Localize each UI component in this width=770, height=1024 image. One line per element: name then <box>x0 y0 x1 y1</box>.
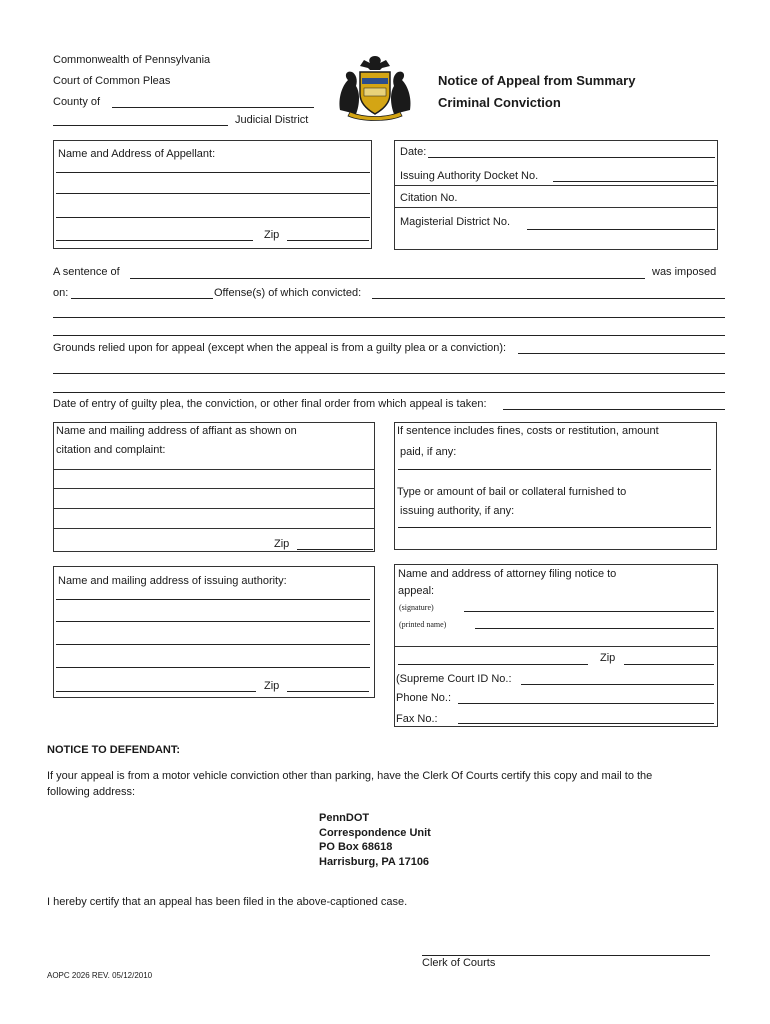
docket-label: Issuing Authority Docket No. <box>400 170 539 182</box>
grounds-line-3[interactable] <box>53 392 725 393</box>
commonwealth-label: Commonwealth of Pennsylvania <box>53 54 211 66</box>
divider <box>394 185 718 186</box>
court-label: Court of Common Pleas <box>53 75 171 87</box>
phone-field[interactable] <box>458 703 714 704</box>
notice-text-line2: following address: <box>47 786 136 798</box>
fines-field[interactable] <box>398 469 711 470</box>
appellant-line-2[interactable] <box>56 193 370 194</box>
appellant-line-3[interactable] <box>56 217 370 218</box>
printed-name-field[interactable] <box>475 628 714 629</box>
pennsylvania-coat-of-arms-icon <box>334 52 416 124</box>
grounds-label: Grounds relied upon for appeal (except when the appeal is from a guilty plea or a conviction): <box>53 342 507 354</box>
bail-field[interactable] <box>398 527 711 528</box>
affiant-line-1[interactable] <box>53 469 375 470</box>
issuing-line-5[interactable] <box>56 691 256 692</box>
clerk-signature-field[interactable] <box>422 955 710 956</box>
supreme-court-id-field[interactable] <box>521 684 714 685</box>
appellant-label: Name and Address of Appellant: <box>58 148 216 160</box>
citation-label: Citation No. <box>400 192 458 204</box>
affiant-line-2[interactable] <box>53 488 375 489</box>
grounds-line-2[interactable] <box>53 373 725 374</box>
judicial-district-label: Judicial District <box>235 114 309 126</box>
county-field[interactable] <box>112 107 314 108</box>
affiant-line-4[interactable] <box>53 528 375 529</box>
offense-field[interactable] <box>372 298 725 299</box>
supreme-court-id-label: (Supreme Court ID No.: <box>396 673 512 685</box>
grounds-field[interactable] <box>518 353 725 354</box>
date-field[interactable] <box>428 157 715 158</box>
affiant-label-line1: Name and mailing address of affiant as shown on <box>56 425 297 437</box>
issuing-zip-label: Zip <box>264 680 280 692</box>
date-entry-label: Date of entry of guilty plea, the conviction, or other final order from which appeal is taken: <box>53 398 487 410</box>
appellant-line-1[interactable] <box>56 172 370 173</box>
affiant-label-line2: citation and complaint: <box>56 444 166 456</box>
magisterial-field[interactable] <box>527 229 715 230</box>
attorney-label-line1: Name and address of attorney filing notice to <box>398 568 617 580</box>
offense-label: Offense(s) of which convicted: <box>214 287 362 299</box>
county-label: County of <box>53 96 101 108</box>
clerk-label: Clerk of Courts <box>422 957 496 969</box>
divider <box>394 646 718 647</box>
attorney-label-line2: appeal: <box>398 585 435 597</box>
phone-label: Phone No.: <box>396 692 452 704</box>
signature-label: (signature) <box>399 603 434 612</box>
appellant-zip-label: Zip <box>264 229 280 241</box>
date-label: Date: <box>400 146 427 158</box>
address-line: Harrisburg, PA 17106 <box>319 856 430 868</box>
issuing-line-2[interactable] <box>56 621 370 622</box>
appellant-line-4[interactable] <box>56 240 253 241</box>
issuing-authority-label: Name and mailing address of issuing authority: <box>58 575 287 587</box>
date-entry-field[interactable] <box>503 409 725 410</box>
attorney-address-field[interactable] <box>398 664 588 665</box>
affiant-box <box>53 422 375 552</box>
judicial-district-field[interactable] <box>53 125 228 126</box>
on-label: on: <box>53 287 69 299</box>
magisterial-label: Magisterial District No. <box>400 216 511 228</box>
signature-field[interactable] <box>464 611 714 612</box>
issuing-line-3[interactable] <box>56 644 370 645</box>
docket-field[interactable] <box>553 181 714 182</box>
issuing-line-4[interactable] <box>56 667 370 668</box>
address-line: Correspondence Unit <box>319 827 431 839</box>
fines-label-line2: paid, if any: <box>400 446 457 458</box>
offense-line-2[interactable] <box>53 317 725 318</box>
fax-field[interactable] <box>458 723 714 724</box>
appellant-zip-field[interactable] <box>287 240 369 241</box>
address-line: PennDOT <box>319 812 370 824</box>
bail-label-line2: issuing authority, if any: <box>400 505 515 517</box>
sentence-field[interactable] <box>130 278 645 279</box>
imposed-label: was imposed <box>652 266 717 278</box>
issuing-zip-field[interactable] <box>287 691 369 692</box>
divider <box>394 207 718 208</box>
notice-text-line1: If your appeal is from a motor vehicle conviction other than parking, have the Clerk Of Courts certify this copy and mail to the <box>47 770 653 782</box>
attorney-zip-label: Zip <box>600 652 616 664</box>
attorney-zip-field[interactable] <box>624 664 714 665</box>
form-title-line1: Notice of Appeal from Summary <box>438 73 636 88</box>
affiant-zip-label: Zip <box>274 538 290 550</box>
bail-label-line1: Type or amount of bail or collateral furnished to <box>397 486 627 498</box>
sentence-label: A sentence of <box>53 266 120 278</box>
issuing-line-1[interactable] <box>56 599 370 600</box>
fines-label-line1: If sentence includes fines, costs or restitution, amount <box>397 425 659 437</box>
address-line: PO Box 68618 <box>319 841 393 853</box>
notice-heading: NOTICE TO DEFENDANT: <box>47 744 181 756</box>
on-date-field[interactable] <box>71 298 213 299</box>
form-code: AOPC 2026 REV. 05/12/2010 <box>47 971 153 980</box>
affiant-line-3[interactable] <box>53 508 375 509</box>
offense-line-3[interactable] <box>53 335 725 336</box>
affiant-zip-field[interactable] <box>297 549 373 550</box>
printed-name-label: (printed name) <box>399 620 447 629</box>
fax-label: Fax No.: <box>396 713 438 725</box>
certify-text: I hereby certify that an appeal has been filed in the above-captioned case. <box>47 896 408 908</box>
form-title-line2: Criminal Conviction <box>438 95 561 110</box>
